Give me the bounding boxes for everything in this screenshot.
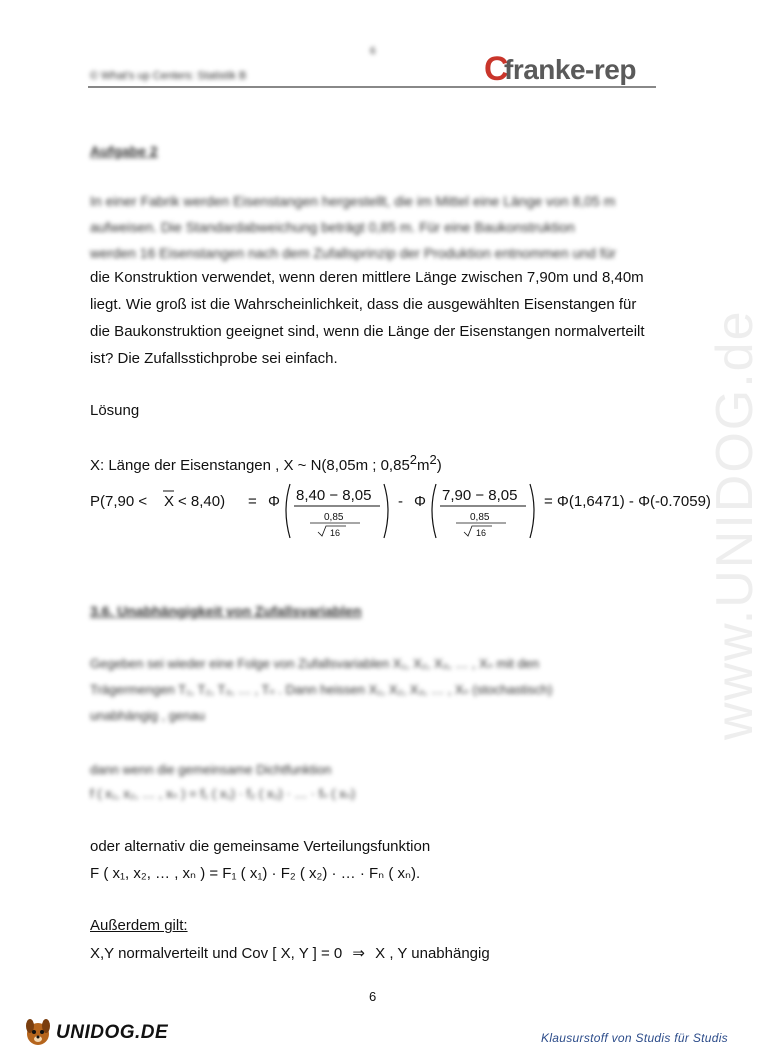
logo-text: franke-rep: [504, 54, 636, 85]
task-line: die Baukonstruktion geeignet sind, wenn die Länge der Eisenstangen normalverteilt: [90, 323, 645, 340]
implies-symbol: ⇒: [352, 945, 365, 962]
paren-open-2: [432, 484, 436, 538]
formula-xbar: X: [164, 493, 175, 510]
task-line: liegt. Wie groß ist die Wahrscheinlichkeit, dass die ausgewählten Eisenstangen für: [90, 296, 637, 313]
unidog-logo-text: UNIDOG.DE: [56, 1022, 169, 1043]
task-line: die Konstruktion verwendet, wenn deren mittlere Länge zwischen 7,90m und 8,40m: [90, 269, 644, 286]
indep-rhs: X , Y unabhängig: [375, 945, 490, 962]
formula-lhs: P(7,90 <: [90, 493, 148, 510]
definition-close: ): [436, 457, 442, 474]
definition-unit-exp: 2: [429, 452, 437, 467]
footer-page-number: 6: [369, 989, 377, 1004]
footer-right-text: Klausurstoff von Studis für Studis: [541, 1031, 728, 1045]
paren-close-2: [530, 484, 534, 538]
formula-num-1: 8,40 − 8,05: [296, 487, 372, 504]
indep-lhs: X,Y normalverteilt und Cov [ X, Y ] = 0: [90, 945, 343, 962]
unidog-logo: [22, 1016, 169, 1050]
watermark: www.UNIDOG.de: [706, 309, 764, 740]
logo-c-mark: C: [484, 50, 509, 88]
solution-definition: [90, 452, 442, 479]
task-line: ist? Die Zufallsstichprobe sei einfach.: [90, 350, 338, 367]
formula-den-sqrt-2: 16: [476, 528, 487, 538]
solution-label: Lösung: [90, 402, 140, 419]
section-blurred-line: Gegeben sei wieder eine Folge von Zufallsvariablen X₁, X₂, X₃, … , Xₙ mit den: [90, 656, 540, 671]
formula-minus: -: [398, 493, 403, 510]
task-blurred-line: aufweisen. Die Standardabweichung beträgt 0,85 m. Für eine Baukonstruktion: [90, 219, 575, 235]
formula-phi-2: Φ: [414, 493, 426, 510]
formula-den-sqrt-1: 16: [330, 528, 341, 538]
formula-lhs2: < 8,40): [178, 493, 226, 510]
also-label: Außerdem gilt:: [90, 917, 188, 934]
alt-line: oder alternativ die gemeinsame Verteilungsfunktion: [90, 838, 431, 855]
paren-close-1: [384, 484, 388, 538]
definition-unit: m: [417, 457, 430, 474]
task-heading: Aufgabe 2: [90, 143, 158, 159]
task-blurred-line: werden 16 Eisenstangen nach dem Zufallsprinzip der Produktion entnommen und für: [90, 245, 617, 261]
franke-rep-logo: [484, 46, 659, 90]
section-blurred-line: f ( x₁, x₂, … , xₙ ) = f₁ ( x₁) · f₂ ( x₂) · … · fₙ ( xₙ): [90, 786, 356, 801]
header-page-marker: 6: [370, 46, 376, 57]
section-blurred-line: Trägermengen T₁, T₂, T₃, … , Tₙ . Dann heissen X₁, X₂, X₃, … , Xₙ (stochastisch): [90, 682, 553, 697]
formula-den-num-1: 0,85: [324, 512, 344, 523]
section-blurred-line: dann wenn die gemeinsame Dichtfunktion: [90, 762, 332, 777]
formula-num-2: 7,90 − 8,05: [442, 487, 518, 504]
definition-text: X: Länge der Eisenstangen , X ~ N(8,05m ; 0,85: [90, 457, 410, 474]
section-heading: 3.6. Unabhängigkeit von Zufallsvariablen: [90, 603, 362, 619]
formula-phi-1: Φ: [268, 493, 280, 510]
formula-rhs: = Φ(1,6471) - Φ(-0.7059): [544, 493, 711, 510]
definition-exp: 2: [409, 452, 418, 467]
section-blurred-line: unabhängig , genau: [90, 708, 205, 723]
formula-eq: =: [248, 493, 257, 510]
cdf-line: F ( x₁, x₂, … , xₙ ) = F₁ ( x₁) · F₂ ( x₂) · … · Fₙ ( xₙ).: [90, 865, 421, 882]
formula-den-num-2: 0,85: [470, 512, 490, 523]
independence-line: [90, 940, 490, 967]
dog-icon: [22, 1016, 56, 1050]
task-blurred-line: In einer Fabrik werden Eisenstangen hergestellt, die im Mittel eine Länge von 8,05 m: [90, 193, 616, 209]
header-left-text: © What's up Centers: Statistik B: [90, 70, 247, 82]
probability-formula: [90, 478, 711, 548]
paren-open-1: [286, 484, 290, 538]
